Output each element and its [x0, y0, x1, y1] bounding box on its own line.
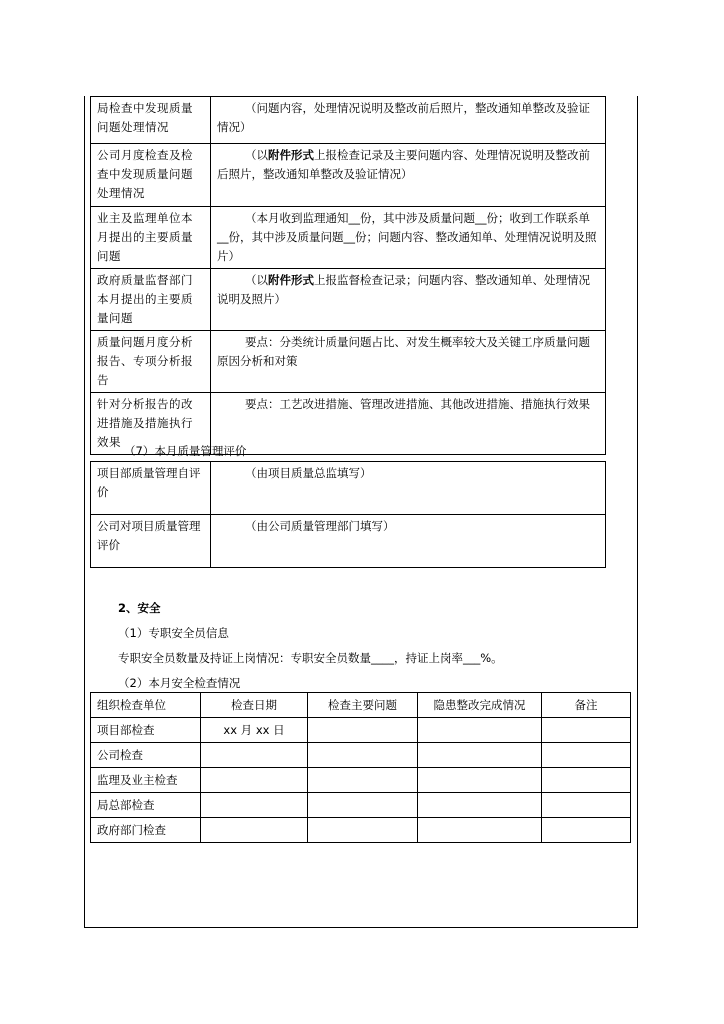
table-cell [542, 718, 631, 743]
table-row [91, 793, 631, 818]
table-cell [308, 793, 418, 818]
header-row [91, 693, 631, 718]
table-cell [201, 743, 308, 768]
table-cell: 局总部检查 [91, 793, 201, 818]
header-cell: 备注 [542, 693, 631, 718]
header-cell: 组织检查单位 [91, 693, 201, 718]
header-cell: 检查日期 [201, 693, 308, 718]
table-cell [308, 743, 418, 768]
row-label: 局检查中发现质量问题处理情况 [91, 97, 211, 144]
table-row [91, 515, 606, 568]
safety-inspection-table [90, 692, 631, 843]
section-2-title: 2、安全 [118, 601, 161, 615]
row-content: （以附件形式上报监督检查记录；问题内容、整改通知单、处理情况说明及照片） [211, 269, 606, 331]
quality-evaluation-table [90, 461, 606, 568]
table-cell [418, 818, 542, 843]
safety-officer-info: 专职安全员数量及持证上岗情况：专职安全员数量____，持证上岗率___%。 [118, 651, 503, 665]
table-cell [201, 768, 308, 793]
row-label: 业主及监理单位本月提出的主要质量问题 [91, 207, 211, 269]
table-cell [542, 793, 631, 818]
table-cell [201, 818, 308, 843]
table-cell: 公司检查 [91, 743, 201, 768]
table-row [91, 207, 606, 269]
table-cell [201, 793, 308, 818]
row-content: （由公司质量管理部门填写） [211, 515, 606, 568]
table-cell [418, 768, 542, 793]
row-content: 要点：工艺改进措施、管理改进措施、其他改进措施、措施执行效果 [211, 393, 606, 455]
row-label: 公司月度检查及检查中发现质量问题处理情况 [91, 144, 211, 207]
table-cell [542, 743, 631, 768]
quality-issues-table [90, 96, 606, 455]
table-row [91, 718, 631, 743]
row-content: 要点：分类统计质量问题占比、对发生概率较大及关键工序质量问题原因分析和对策 [211, 331, 606, 393]
table-row [91, 144, 606, 207]
header-cell: 隐患整改完成情况 [418, 693, 542, 718]
table-row [91, 462, 606, 515]
table-cell [542, 768, 631, 793]
table-cell [542, 818, 631, 843]
table-row [91, 768, 631, 793]
table-cell [418, 743, 542, 768]
row-content: （本月收到监理通知__份，其中涉及质量问题__份；收到工作联系单__份，其中涉及质量问题__份；问题内容、整改通知单、处理情况说明及照片） [211, 207, 606, 269]
table-row [91, 818, 631, 843]
table-cell: xx 月 xx 日 [201, 718, 308, 743]
table-row [91, 331, 606, 393]
table-cell [308, 818, 418, 843]
row-label: 政府质量监督部门本月提出的主要质量问题 [91, 269, 211, 331]
table-cell [308, 718, 418, 743]
table-row [91, 97, 606, 144]
row-label: 项目部质量管理自评价 [91, 462, 211, 515]
row-label: 针对分析报告的改进措施及措施执行效果 [91, 393, 211, 455]
row-content: （由项目质量总监填写） [211, 462, 606, 515]
table-row [91, 743, 631, 768]
row-label: 质量问题月度分析报告、专项分析报告 [91, 331, 211, 393]
subsection-1-title: （1）专职安全员信息 [118, 626, 229, 640]
section-7-title: （7）本月质量管理评价 [124, 444, 247, 458]
table-cell: 监理及业主检查 [91, 768, 201, 793]
subsection-2-title: （2）本月安全检查情况 [118, 676, 241, 690]
header-cell: 检查主要问题 [308, 693, 418, 718]
table-cell: 项目部检查 [91, 718, 201, 743]
row-content: （以附件形式上报检查记录及主要问题内容、处理情况说明及整改前后照片，整改通知单整改及验证情况） [211, 144, 606, 207]
table-row [91, 269, 606, 331]
row-label: 公司对项目质量管理评价 [91, 515, 211, 568]
table-cell [418, 718, 542, 743]
row-content: （问题内容，处理情况说明及整改前后照片，整改通知单整改及验证情况） [211, 97, 606, 144]
table-cell [418, 793, 542, 818]
table-cell: 政府部门检查 [91, 818, 201, 843]
table-cell [308, 768, 418, 793]
